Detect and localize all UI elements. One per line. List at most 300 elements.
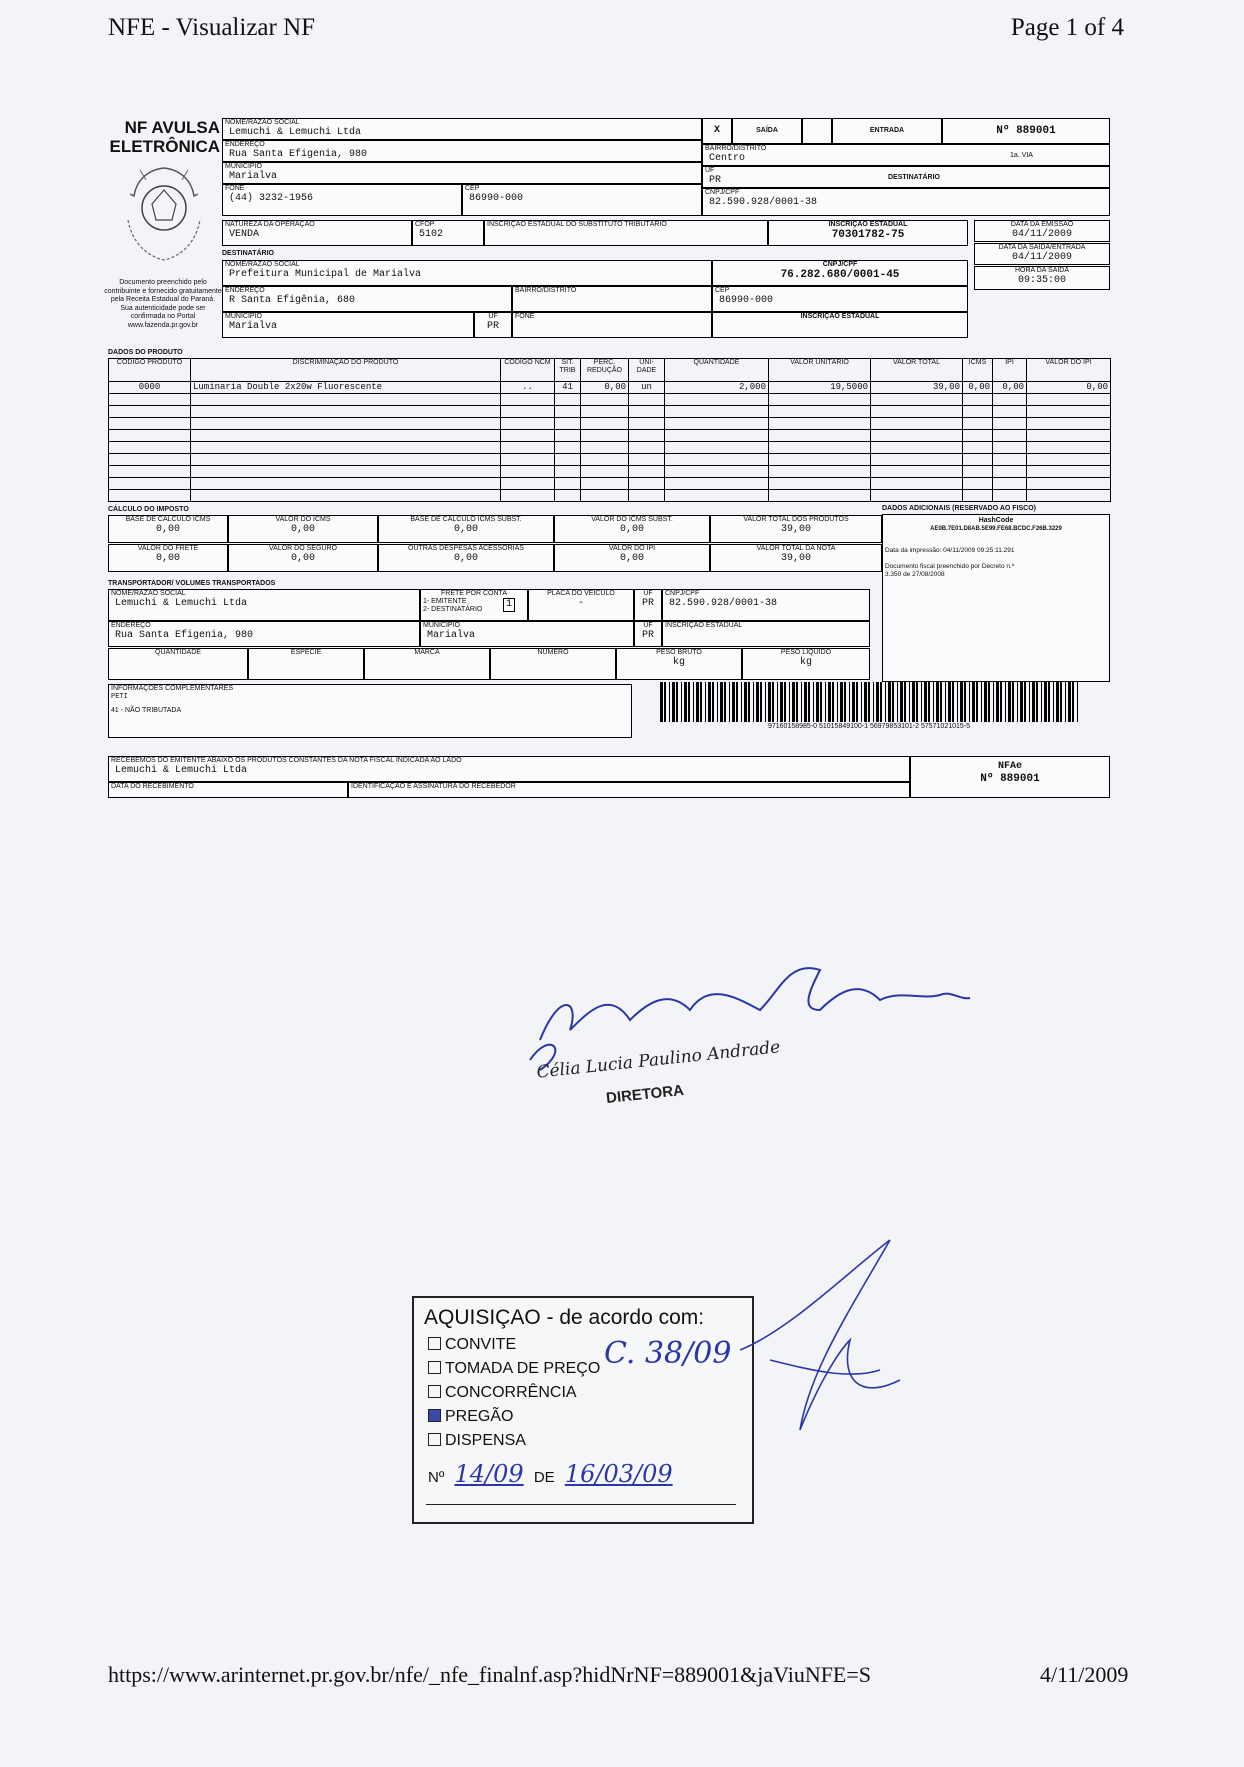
- barcode-number: 97160158985-0 51015849100-1 56979853101-2 57571021015-5: [767, 723, 971, 730]
- entrada-label-cell: [832, 118, 942, 144]
- table-cell: [629, 418, 665, 430]
- table-cell: [1027, 394, 1111, 406]
- destinatario-razao-field: [222, 260, 712, 286]
- barcode-bar: [936, 682, 939, 722]
- table-cell: [109, 478, 191, 490]
- table-cell: [993, 478, 1027, 490]
- barcode-bar: [868, 682, 870, 722]
- table-cell: [629, 478, 665, 490]
- table-cell: [769, 430, 871, 442]
- signature-name: Célia Lucia Paulino Andrade: [535, 1037, 782, 1083]
- volumes-especie-field: [248, 648, 364, 680]
- field-label: UF: [705, 167, 715, 174]
- barcode-bar: [856, 682, 858, 722]
- frete-value: 1: [503, 598, 515, 612]
- field-label: BASE DE CÁLCULO ICMS SUBST.: [410, 516, 522, 523]
- barcode-bar: [945, 682, 946, 722]
- table-cell: [191, 478, 501, 490]
- nfae-number: Nº 889001: [980, 773, 1040, 785]
- table-cell: [501, 394, 555, 406]
- field-value: (44) 3232-1956: [229, 193, 314, 204]
- destinatario-cnpj-field: [712, 260, 968, 286]
- table-row: [109, 490, 1111, 502]
- barcode-bar: [1048, 682, 1050, 722]
- table-cell: [993, 430, 1027, 442]
- table-cell: [1027, 406, 1111, 418]
- field-value: Marialva: [229, 171, 278, 182]
- frete-option-1: 1- EMITENTE: [423, 598, 467, 605]
- assinatura-recebedor-field: [348, 782, 910, 798]
- barcode-bar: [957, 682, 958, 722]
- table-cell: 0,00: [963, 382, 993, 394]
- barcode-bar: [969, 682, 970, 722]
- emitente-endereco-field: [222, 140, 702, 162]
- checkbox-icon: [428, 1337, 441, 1350]
- table-cell: [191, 418, 501, 430]
- field-value: 39,00: [780, 524, 811, 535]
- field-label: VALOR DO FRETE: [137, 545, 199, 552]
- table-cell: [871, 466, 963, 478]
- table-cell: 0,00: [581, 382, 629, 394]
- seguro-field: [228, 544, 378, 572]
- data-saida-field: [974, 243, 1110, 265]
- barcode-bar: [912, 682, 915, 722]
- page-number: Page 1 of 4: [1010, 14, 1124, 41]
- hora-saida-field: [974, 266, 1110, 290]
- destinatario-uf-field: [474, 312, 512, 338]
- field-label: INFORMAÇÕES COMPLEMENTARES: [111, 685, 233, 692]
- barcode-bar: [684, 682, 687, 722]
- table-cell: [629, 466, 665, 478]
- barcode-bar: [756, 682, 759, 722]
- barcode-bar: [753, 682, 754, 722]
- field-value: 76.282.680/0001-45: [780, 269, 900, 281]
- brand-line-1: NF AVULSA: [124, 118, 220, 137]
- table-cell: [555, 394, 581, 406]
- barcode-bar: [900, 682, 903, 722]
- nf-number: Nº 889001: [996, 125, 1056, 137]
- emitente-razao-field: [222, 118, 702, 140]
- frete-option-2: 2- DESTINATÁRIO: [423, 606, 483, 613]
- field-label: MUNICÍPIO: [423, 622, 460, 629]
- barcode-bar: [1029, 682, 1030, 722]
- destinatario-tag: DESTINATÁRIO: [888, 174, 940, 181]
- valor-ipi-field: [554, 544, 710, 572]
- field-label: MARCA: [414, 649, 440, 656]
- data-emissao-field: [974, 220, 1110, 242]
- field-label: BAIRRO/DISTRITO: [705, 145, 767, 152]
- ie-substituto-field: [484, 220, 768, 246]
- table-cell: [993, 454, 1027, 466]
- table-row: [109, 442, 1111, 454]
- table-cell: [191, 490, 501, 502]
- table-cell: [501, 430, 555, 442]
- barcode-bar: [960, 682, 963, 722]
- table-cell: [993, 466, 1027, 478]
- placa-veiculo-field: [528, 589, 634, 621]
- data-impressao: Data da impressão: 04/11/2009 09:25:11.291: [885, 547, 1015, 554]
- field-value: 0,00: [155, 553, 180, 564]
- peso-bruto-field: [616, 648, 742, 680]
- saida-label-cell: [732, 118, 802, 144]
- field-label: CFOP: [415, 221, 435, 228]
- barcode-bar: [696, 682, 699, 722]
- field-value: 82.590.928/0001-38: [669, 598, 778, 609]
- barcode-bar: [1068, 682, 1071, 722]
- barcode-bar: [765, 682, 766, 722]
- table-cell: [963, 466, 993, 478]
- field-value: Centro: [709, 153, 746, 164]
- field-value: 39,00: [780, 553, 811, 564]
- barcode-bar: [720, 682, 723, 722]
- transp-municipio-field: [420, 621, 634, 647]
- barcode-bar: [681, 682, 682, 722]
- barcode-bar: [888, 682, 891, 722]
- table-cell: [871, 478, 963, 490]
- col-aliquota-icms: ICMS: [963, 359, 993, 382]
- table-cell: [769, 454, 871, 466]
- nfae-label: NFAe: [997, 761, 1022, 772]
- barcode-bar: [964, 682, 966, 722]
- field-value: 04/11/2009: [1011, 252, 1072, 263]
- stamp-option-label: CONCORRÊNCIA: [445, 1384, 577, 1401]
- emitente-municipio-field: [222, 162, 702, 184]
- barcode-bar: [1041, 682, 1042, 722]
- stamp-option: [428, 1360, 600, 1378]
- barcode-bar: [724, 682, 726, 722]
- field-label: PLACA DO VEÍCULO: [547, 590, 615, 597]
- field-value: 86990-000: [469, 193, 524, 204]
- field-value: R Santa Efigênia, 680: [229, 295, 356, 306]
- table-cell: [581, 478, 629, 490]
- table-cell: [109, 406, 191, 418]
- field-value: PR: [641, 630, 654, 641]
- barcode-bar: [1012, 682, 1014, 722]
- col-aliquota-ipi: IPI: [993, 359, 1027, 382]
- transporte-section-title: TRANSPORTADOR/ VOLUMES TRANSPORTADOS: [108, 580, 276, 587]
- field-value: Prefeitura Municipal de Marialva: [229, 269, 422, 280]
- table-cell: [555, 490, 581, 502]
- table-cell: [501, 466, 555, 478]
- table-cell: [665, 478, 769, 490]
- entrada-checkbox: [802, 118, 832, 144]
- cfop-field: [412, 220, 484, 246]
- table-cell: [501, 442, 555, 454]
- hashcode-label: HashCode: [978, 517, 1014, 524]
- col-sit-trib: SIT. TRIB: [555, 359, 581, 382]
- barcode-bar: [712, 682, 714, 722]
- table-cell: [109, 394, 191, 406]
- field-label: QUANTIDADE: [155, 649, 201, 656]
- table-cell: [501, 406, 555, 418]
- barcode-bar: [837, 682, 838, 722]
- table-cell: [963, 454, 993, 466]
- aquisicao-stamp: [412, 1296, 754, 1524]
- barcode-bar: [708, 682, 711, 722]
- field-label: DATA DA SAÍDA/ENTRADA: [998, 244, 1086, 251]
- destinatario-fone-field: [512, 312, 712, 338]
- barcode-bar: [924, 682, 927, 722]
- table-cell: [963, 394, 993, 406]
- field-value: 0,00: [453, 553, 478, 564]
- table-row: [109, 382, 1111, 394]
- barcode-bar: [933, 682, 934, 722]
- barcode-bar: [1072, 682, 1074, 722]
- barcode-bar: [885, 682, 886, 722]
- informacoes-complementares-box: [108, 684, 632, 738]
- emitente-cep-field: [462, 184, 702, 216]
- table-cell: [109, 466, 191, 478]
- table-cell: 41: [555, 382, 581, 394]
- table-cell: [1027, 490, 1111, 502]
- field-value: 0,00: [290, 524, 315, 535]
- table-cell: [555, 430, 581, 442]
- barcode-bar: [688, 682, 690, 722]
- field-label: ENDEREÇO: [225, 287, 265, 294]
- table-cell: [963, 406, 993, 418]
- stamp-option-label: PREGÃO: [445, 1408, 514, 1425]
- stamp-de-label: DE: [533, 1469, 555, 1486]
- stamp-title: AQUISIÇAO - de acordo com:: [424, 1306, 705, 1329]
- table-cell: [629, 442, 665, 454]
- stamp-no-value: 14/09: [454, 1460, 524, 1488]
- barcode-bar: [952, 682, 954, 722]
- stamp-initials-signature: [730, 1230, 930, 1450]
- emitente-fone-field: [222, 184, 462, 216]
- field-label: MUNICÍPIO: [225, 313, 262, 320]
- transp-uf2-field: [634, 621, 662, 647]
- footer-url: https://www.arinternet.pr.gov.br/nfe/_nfe_finalnf.asp?hidNrNF=889001&jaViuNFE=S: [108, 1662, 872, 1687]
- table-cell: [629, 430, 665, 442]
- field-value: Rua Santa Efigenia, 980: [115, 630, 254, 641]
- field-label: VALOR DO ICMS SUBST.: [591, 516, 673, 523]
- table-cell: [109, 418, 191, 430]
- table-cell: [581, 466, 629, 478]
- table-cell: [769, 418, 871, 430]
- data-recebimento-field: [108, 782, 348, 798]
- barcode-bar: [1017, 682, 1018, 722]
- field-value: Marialva: [427, 630, 476, 641]
- barcode-bar: [861, 682, 862, 722]
- barcode-bar: [892, 682, 894, 722]
- table-cell: [1027, 442, 1111, 454]
- barcode-bar: [741, 682, 742, 722]
- field-label: UF: [488, 313, 498, 320]
- emitente-cnpj-field: [702, 188, 1110, 216]
- table-cell: [191, 466, 501, 478]
- barcode-bar: [928, 682, 930, 722]
- stamp-option-label: DISPENSA: [445, 1432, 526, 1449]
- barcode: [660, 682, 1078, 722]
- field-label: DATA DA EMISSÃO: [1010, 221, 1074, 228]
- field-label: CNPJ/CPF: [822, 261, 858, 268]
- field-value: 09:35:00: [1017, 275, 1066, 286]
- outras-despesas-field: [378, 544, 554, 572]
- table-cell: 2,000: [665, 382, 769, 394]
- table-cell: 0000: [109, 382, 191, 394]
- barcode-bar: [828, 682, 831, 722]
- col-unidade: UNI-DADE: [629, 359, 665, 382]
- barcode-bar: [996, 682, 999, 722]
- table-cell: [963, 418, 993, 430]
- table-cell: [1027, 418, 1111, 430]
- table-cell: [769, 490, 871, 502]
- field-label: HORA DA SAÍDA: [1014, 267, 1070, 274]
- table-cell: [993, 394, 1027, 406]
- barcode-bar: [808, 682, 810, 722]
- footer-date: 4/11/2009: [1040, 1662, 1129, 1687]
- field-label: UF: [643, 590, 653, 597]
- barcode-bar: [852, 682, 855, 722]
- table-cell: [769, 394, 871, 406]
- barcode-bar: [672, 682, 675, 722]
- transp-uf-field: [634, 589, 662, 621]
- table-cell: [993, 418, 1027, 430]
- destinatario-cep-field: [712, 286, 968, 312]
- table-cell: [555, 466, 581, 478]
- barcode-bar: [844, 682, 846, 722]
- field-label: FONE: [225, 185, 245, 192]
- stamp-option: [428, 1384, 577, 1402]
- table-cell: [501, 490, 555, 502]
- page-title: NFE - Visualizar NF: [108, 14, 316, 41]
- field-label: PESO LÍQUIDO: [780, 649, 832, 656]
- barcode-bar: [876, 682, 879, 722]
- field-value: Lemuchi & Lemuchi Ltda: [229, 127, 362, 138]
- table-cell: un: [629, 382, 665, 394]
- barcode-bar: [1005, 682, 1006, 722]
- table-cell: [665, 442, 769, 454]
- table-cell: 19,5000: [769, 382, 871, 394]
- table-cell: [581, 442, 629, 454]
- col-valor-ipi: VALOR DO IPI: [1027, 359, 1111, 382]
- table-cell: [191, 406, 501, 418]
- table-cell: [191, 454, 501, 466]
- barcode-bar: [813, 682, 814, 722]
- produtos-section-title: DADOS DO PRODUTO: [108, 349, 183, 356]
- barcode-bar: [1056, 682, 1059, 722]
- table-row: [109, 454, 1111, 466]
- document-brand: [108, 118, 220, 156]
- barcode-bar: [760, 682, 762, 722]
- barcode-bar: [988, 682, 990, 722]
- volumes-quantidade-field: [108, 648, 248, 680]
- table-cell: [665, 454, 769, 466]
- field-label: INSCRIÇÃO ESTADUAL DO SUBSTITUTO TRIBUTÁRIO: [487, 221, 667, 228]
- saida-label: SAÍDA: [756, 127, 778, 134]
- checkbox-icon: [428, 1433, 441, 1446]
- field-value: Lemuchi & Lemuchi Ltda: [115, 598, 248, 609]
- table-cell: [555, 478, 581, 490]
- col-valor-total: VALOR TOTAL: [871, 359, 963, 382]
- barcode-bar: [1060, 682, 1062, 722]
- field-value: kg: [672, 657, 685, 668]
- table-cell: Luminaria Double 2x20w Fluorescente: [191, 382, 501, 394]
- barcode-bar: [801, 682, 802, 722]
- barcode-bar: [976, 682, 978, 722]
- table-cell: [871, 394, 963, 406]
- barcode-bar: [825, 682, 826, 722]
- valor-icms-st-field: [554, 515, 710, 543]
- field-label: OUTRAS DESPESAS ACESSÓRIAS: [408, 545, 524, 552]
- table-cell: [501, 478, 555, 490]
- field-value: 5102: [419, 229, 444, 240]
- barcode-bar: [780, 682, 783, 722]
- barcode-bar: [676, 682, 678, 722]
- table-row: [109, 478, 1111, 490]
- table-cell: [581, 394, 629, 406]
- barcode-bar: [729, 682, 730, 722]
- table-cell: [871, 418, 963, 430]
- via-label: 1a. VIA: [1010, 152, 1033, 159]
- field-label: BAIRRO/DISTRITO: [515, 287, 577, 294]
- barcode-bar: [789, 682, 790, 722]
- table-cell: ..: [501, 382, 555, 394]
- barcode-bar: [816, 682, 819, 722]
- transp-endereco-field: [108, 621, 420, 647]
- stamp-de-value: 16/03/09: [564, 1460, 673, 1488]
- stamp-option-label: CONVITE: [445, 1336, 517, 1353]
- table-cell: [191, 442, 501, 454]
- col-discriminacao: DISCRIMINAÇÃO DO PRODUTO: [191, 359, 501, 382]
- table-cell: 0,00: [993, 382, 1027, 394]
- barcode-bar: [772, 682, 774, 722]
- volumes-numero-field: [490, 648, 616, 680]
- barcode-bar: [744, 682, 747, 722]
- table-cell: [871, 490, 963, 502]
- field-label: NOME/RAZÃO SOCIAL: [111, 590, 186, 597]
- barcode-bar: [948, 682, 951, 722]
- stamp-option: [428, 1336, 516, 1354]
- field-label: ENDEREÇO: [225, 141, 265, 148]
- barcode-bar: [660, 682, 663, 722]
- frete-conta-field: [420, 589, 528, 621]
- transp-ie-field: [662, 621, 870, 647]
- table-cell: [993, 442, 1027, 454]
- emitente-bairro-field: [702, 144, 1110, 166]
- table-cell: [665, 490, 769, 502]
- destinatario-bairro-field: [512, 286, 712, 312]
- checkbox-icon: [428, 1385, 441, 1398]
- table-cell: [555, 418, 581, 430]
- field-value: PR: [641, 598, 654, 609]
- barcode-bar: [981, 682, 982, 722]
- barcode-bar: [1077, 682, 1078, 722]
- field-value: 0,00: [619, 553, 644, 564]
- base-icms-field: [108, 515, 228, 543]
- field-value: Rua Santa Efigenia, 980: [229, 149, 368, 160]
- natureza-operacao-field: [222, 220, 412, 246]
- field-label: VALOR TOTAL DA NOTA: [756, 545, 836, 552]
- field-value: 04/11/2009: [1011, 229, 1072, 240]
- table-cell: [581, 430, 629, 442]
- table-cell: [993, 490, 1027, 502]
- field-value: 0,00: [619, 524, 644, 535]
- field-value: 0,00: [453, 524, 478, 535]
- checkbox-icon: [428, 1361, 441, 1374]
- barcode-bar: [705, 682, 706, 722]
- field-value: -: [577, 598, 584, 609]
- col-valor-unitario: VALOR UNITÁRIO: [769, 359, 871, 382]
- frete-field: [108, 544, 228, 572]
- destinatario-section-title: DESTINATÁRIO: [222, 250, 274, 257]
- field-label: NÚMERO: [537, 649, 569, 656]
- table-cell: [629, 394, 665, 406]
- table-cell: [1027, 454, 1111, 466]
- side-note: Documento preenchido pelo contribuinte e fornecido gratuitamente pela Receita Estadual do Paraná. Sua autenticidade pode ser confirmada no Portal www.fazenda.pr.gov.br: [104, 279, 222, 329]
- complementar-line-2: 41 - NÃO TRIBUTADA: [111, 707, 182, 714]
- col-quantidade: QUANTIDADE: [665, 359, 769, 382]
